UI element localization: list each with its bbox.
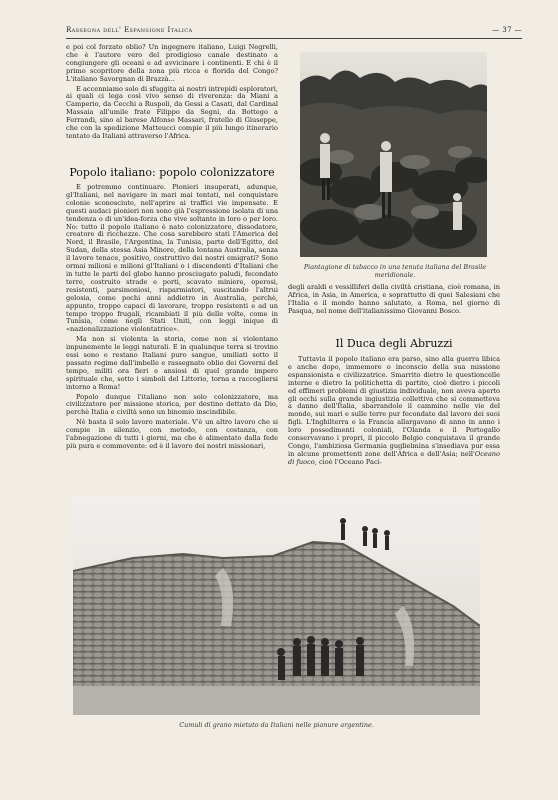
paragraph-text: Tuttavia il popolo italiano era parso, sino alla guerra libica e anche dopo, immemore o inconscio della sua missione espansionista e civilizzatrice. Smarrito dietro le questioncelle interne e dietro la politichetta di partito, cioè dietro i piccoli ed effimeri problemi di giustizia individuale, non aveva aperto gli occhi sulla grande ingiustizia collettiva che si commetteva a danno dell'Italia, sbarrandole il cammino nelle vie del mondo, sui mari e sulle terre pur fecondate dal lavoro dei suoi figli. L'Inghilterra e la Francia allargavano di anno in anno i loro possedimenti coloniali, l'Olanda e il Portogallo conservavano i propri, il piccolo Belgio conquistava il grande Congo, l'ambiziosa Germania guglielmina s'insediava pur essa in alcune promettenti zone dell'Africa e dell'Asia; nell' <box>288 355 500 458</box>
paragraph-text-end: , cioè l'Oceano Paci- <box>314 457 382 466</box>
running-header <box>66 26 522 38</box>
grain-stacks-photo <box>73 496 480 715</box>
paragraph: Popolo dunque l'italiano non solo colonizzatore, ma civilizzatore per missione storica, per destino dettato da Dio, perchè Italia e civiltà sono un binomio inscindibile. <box>66 392 278 417</box>
header-rule <box>66 38 522 39</box>
tobacco-photo-illustration <box>300 52 487 257</box>
paragraph: E potremmo continuare. Pionieri insuperati, adunque, gl'Italiani, nel navigare in mari mai tentati, nel conquistare colonie sconosciute, nell'aprire ai traffici vie impensate. E questi audaci pionieri non sono già l'espressione isolata di una tendenza o di un'idea-forza che vive soltanto in loro o per loro. No: tutto il popolo italiano è nato colonizzatore, dissodatore, creatore di ricchezze. Che cosa sarebbero stati l'America del Nord, il Brasile, l'Argentina, la Tunisia, parte dell'Egitto, del Sudan, della stessa Asia Minore, della lontana Australia, senza il lavoro tenace, positivo, costruttivo dei nostri emigrati? Sono ormai milioni e milioni gl'Italiani o i discendenti d'Italiani che in tutte le parti del globo hanno prosciugato paludi, fecondato terre, costruito strade e porti, scavato miniere, operosi, resistenti, parsimoniosi, risparmiatori, suscitando l'altrui gelosia, come pochi anni addietro in Australia, perchè, appunto, troppo capaci di lavorare, troppo resistenti e ad un tempo troppo frugali, ricambiati il più delle volte, come in Tunisia, come negli Stati Uniti, con leggi inique di «nazionalizzazione violentatrice». <box>66 183 278 334</box>
left-column-body <box>66 184 278 453</box>
paragraph: e poi col forzato oblio? Un ingegnere italiano, Luigi Negrelli, che è l'autore vero del prodigioso canale destinato a congiungere gli oceani e ad avvicinare i continenti. E chi è il primo scopritore della zona più ricca e florida del Congo? L'italiano Savorgnan di Brazzà... <box>66 43 278 83</box>
tobacco-plantation-photo <box>300 52 487 257</box>
right-column-body <box>288 356 500 469</box>
right-column-intro <box>288 284 500 318</box>
magazine-title: Rassegna dell' Espansione Italica <box>66 26 193 34</box>
paragraph <box>288 356 500 467</box>
tobacco-photo-caption: Piantagione di tabacco in una tenuta italiana del Brasile meridionale. <box>303 263 487 279</box>
paragraph: Nè basta il solo lavoro materiale. V'è un altro lavoro che si compie in silenzio, con metodo, con costanza, con l'abnegazione di tutti i giorni, ma che è alimentato dalla fede più pura e commovente: ed è il lavoro dei nostri missionari, <box>66 418 278 450</box>
paragraph: degli araldi e vessilliferi della civiltà cristiana, cioè romana, in Africa, in Asia, in America, e soprattutto di quei Salesiani che l'Italia e il mondo hanno salutato, a Roma, nel giorno di Pasqua, nel nome dell'italianissimo Giovanni Bosco. <box>288 283 500 315</box>
section-heading-duca: Il Duca degli Abruzzi <box>335 337 453 350</box>
left-column-intro <box>66 44 278 143</box>
grain-photo-caption: Cumuli di grano mietuto da Italiani nelle pianure argentine. <box>179 721 374 729</box>
paragraph: Ma non si violenta la storia, come non si violentano impunemente le leggi naturali. E in qualunque terra si trovino essi sono e restano Italiani puro sangue, umiliati sotto il passato regime dall'imbelle e rassegnato oblio dei Governi del tempo, militi ora fieri e ansiosi di quel grande impero spirituale che, sotto i simboli del Littorio, torna a raccogliersi intorno a Roma! <box>66 335 278 391</box>
grain-photo-illustration <box>73 496 480 715</box>
paragraph: E accenniamo solo di sfuggita ai nostri intrepidi esploratori, ai quali ci lega così vivo senso di riverenza: da Miani a Camperio, da Cecchi a Ruspoli, da Gessi a Casati, dal Cardinal Massaia all'umile frate Filippo da Segni, da Bottego a Ferrandi, sino al barese Alfonso Massari, fratello di Giuseppe, che con la spedizione Matteucci compie il più lungo itinerario tentato da Italiani attraverso l'Africa. <box>66 84 278 140</box>
section-heading-popolo: Popolo italiano: popolo colonizzatore <box>69 166 275 179</box>
page-number: — 37 — <box>492 26 522 34</box>
italic-phrase: Oceano di fuoco <box>288 449 500 466</box>
